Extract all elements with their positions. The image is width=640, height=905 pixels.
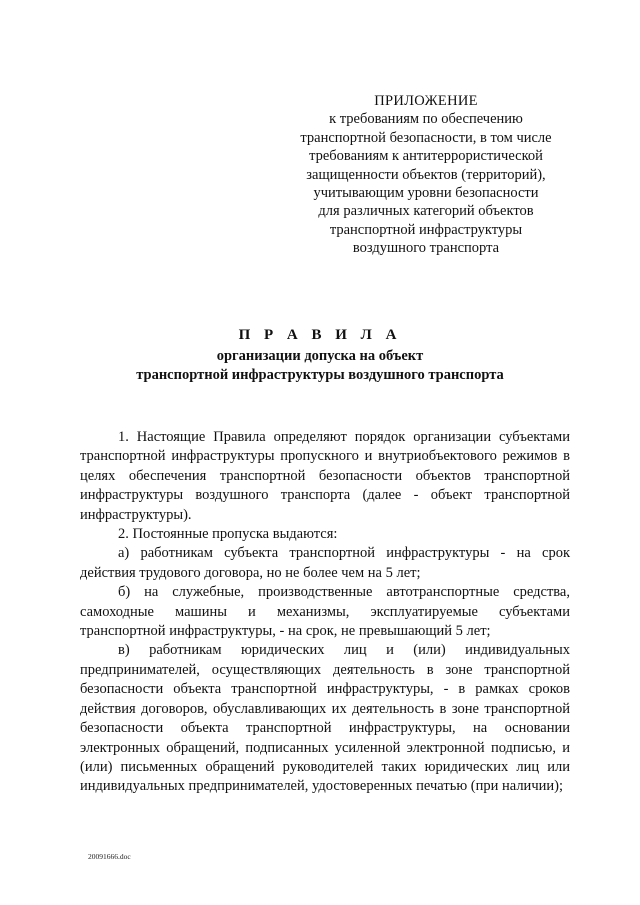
appendix-line: требованиям к антитеррористической xyxy=(309,148,543,165)
appendix-title: ПРИЛОЖЕНИЕ xyxy=(374,93,478,109)
appendix-block xyxy=(276,92,576,258)
appendix-line: для различных категорий объектов xyxy=(318,203,534,220)
appendix-line: учитывающим уровни безопасности xyxy=(313,185,539,202)
rules-heading xyxy=(0,326,640,385)
appendix-line: транспортной безопасности, в том числе xyxy=(300,129,552,146)
appendix-line: к требованиям по обеспечению xyxy=(329,111,523,128)
paragraph-2b: б) на служебные, производственные автотранспортные средства, самоходные машины и механизмы, эксплуатируемые субъектами транспортной инфраструктуры, - на срок, не превышающий 5 лет; xyxy=(80,584,570,640)
appendix-line: воздушного транспорта xyxy=(352,240,500,257)
paragraph-2a: а) работникам субъекта транспортной инфраструктуры - на срок действия трудового договора, но не более чем на 5 лет; xyxy=(80,545,570,581)
paragraph-1: 1. Настоящие Правила определяют порядок организации субъектами транспортной инфраструктуры пропускного и внутриобъектового режимов в целях обеспечения транспортной безопасности объектов транспортной инфраструктуры воздушного транспорта (далее - объект транспортной инфраструктуры). xyxy=(80,429,570,523)
paragraph-2: 2. Постоянные пропуска выдаются: xyxy=(118,526,338,543)
paragraph-2c: в) работникам юридических лиц и (или) индивидуальных предпринимателей, осуществляющих деятельность в зоне транспортной безопасности объекта транспортной инфраструктуры, - в рамках сроков действия договоров, обуславливающих их деятельность в зоне транспортной безопасности объекта транспортной инфраструктуры, на основании электронных обращений, подписанных усиленной электронной подписью, и (или) письменных обращений руководителей таких юридических лиц или индивидуальных предпринимателей, удостоверенных печатью (при наличии); xyxy=(80,642,570,795)
rules-subtitle-line: транспортной инфраструктуры воздушного транспорта xyxy=(136,367,504,383)
footer-filename: 20091666.doc xyxy=(88,852,131,861)
rules-title: П Р А В И Л А xyxy=(238,327,402,343)
rules-body xyxy=(80,428,570,797)
appendix-line: транспортной инфраструктуры xyxy=(329,221,523,238)
appendix-line: защищенности объектов (территорий), xyxy=(306,166,546,183)
rules-subtitle-line: организации допуска на объект xyxy=(216,348,424,364)
